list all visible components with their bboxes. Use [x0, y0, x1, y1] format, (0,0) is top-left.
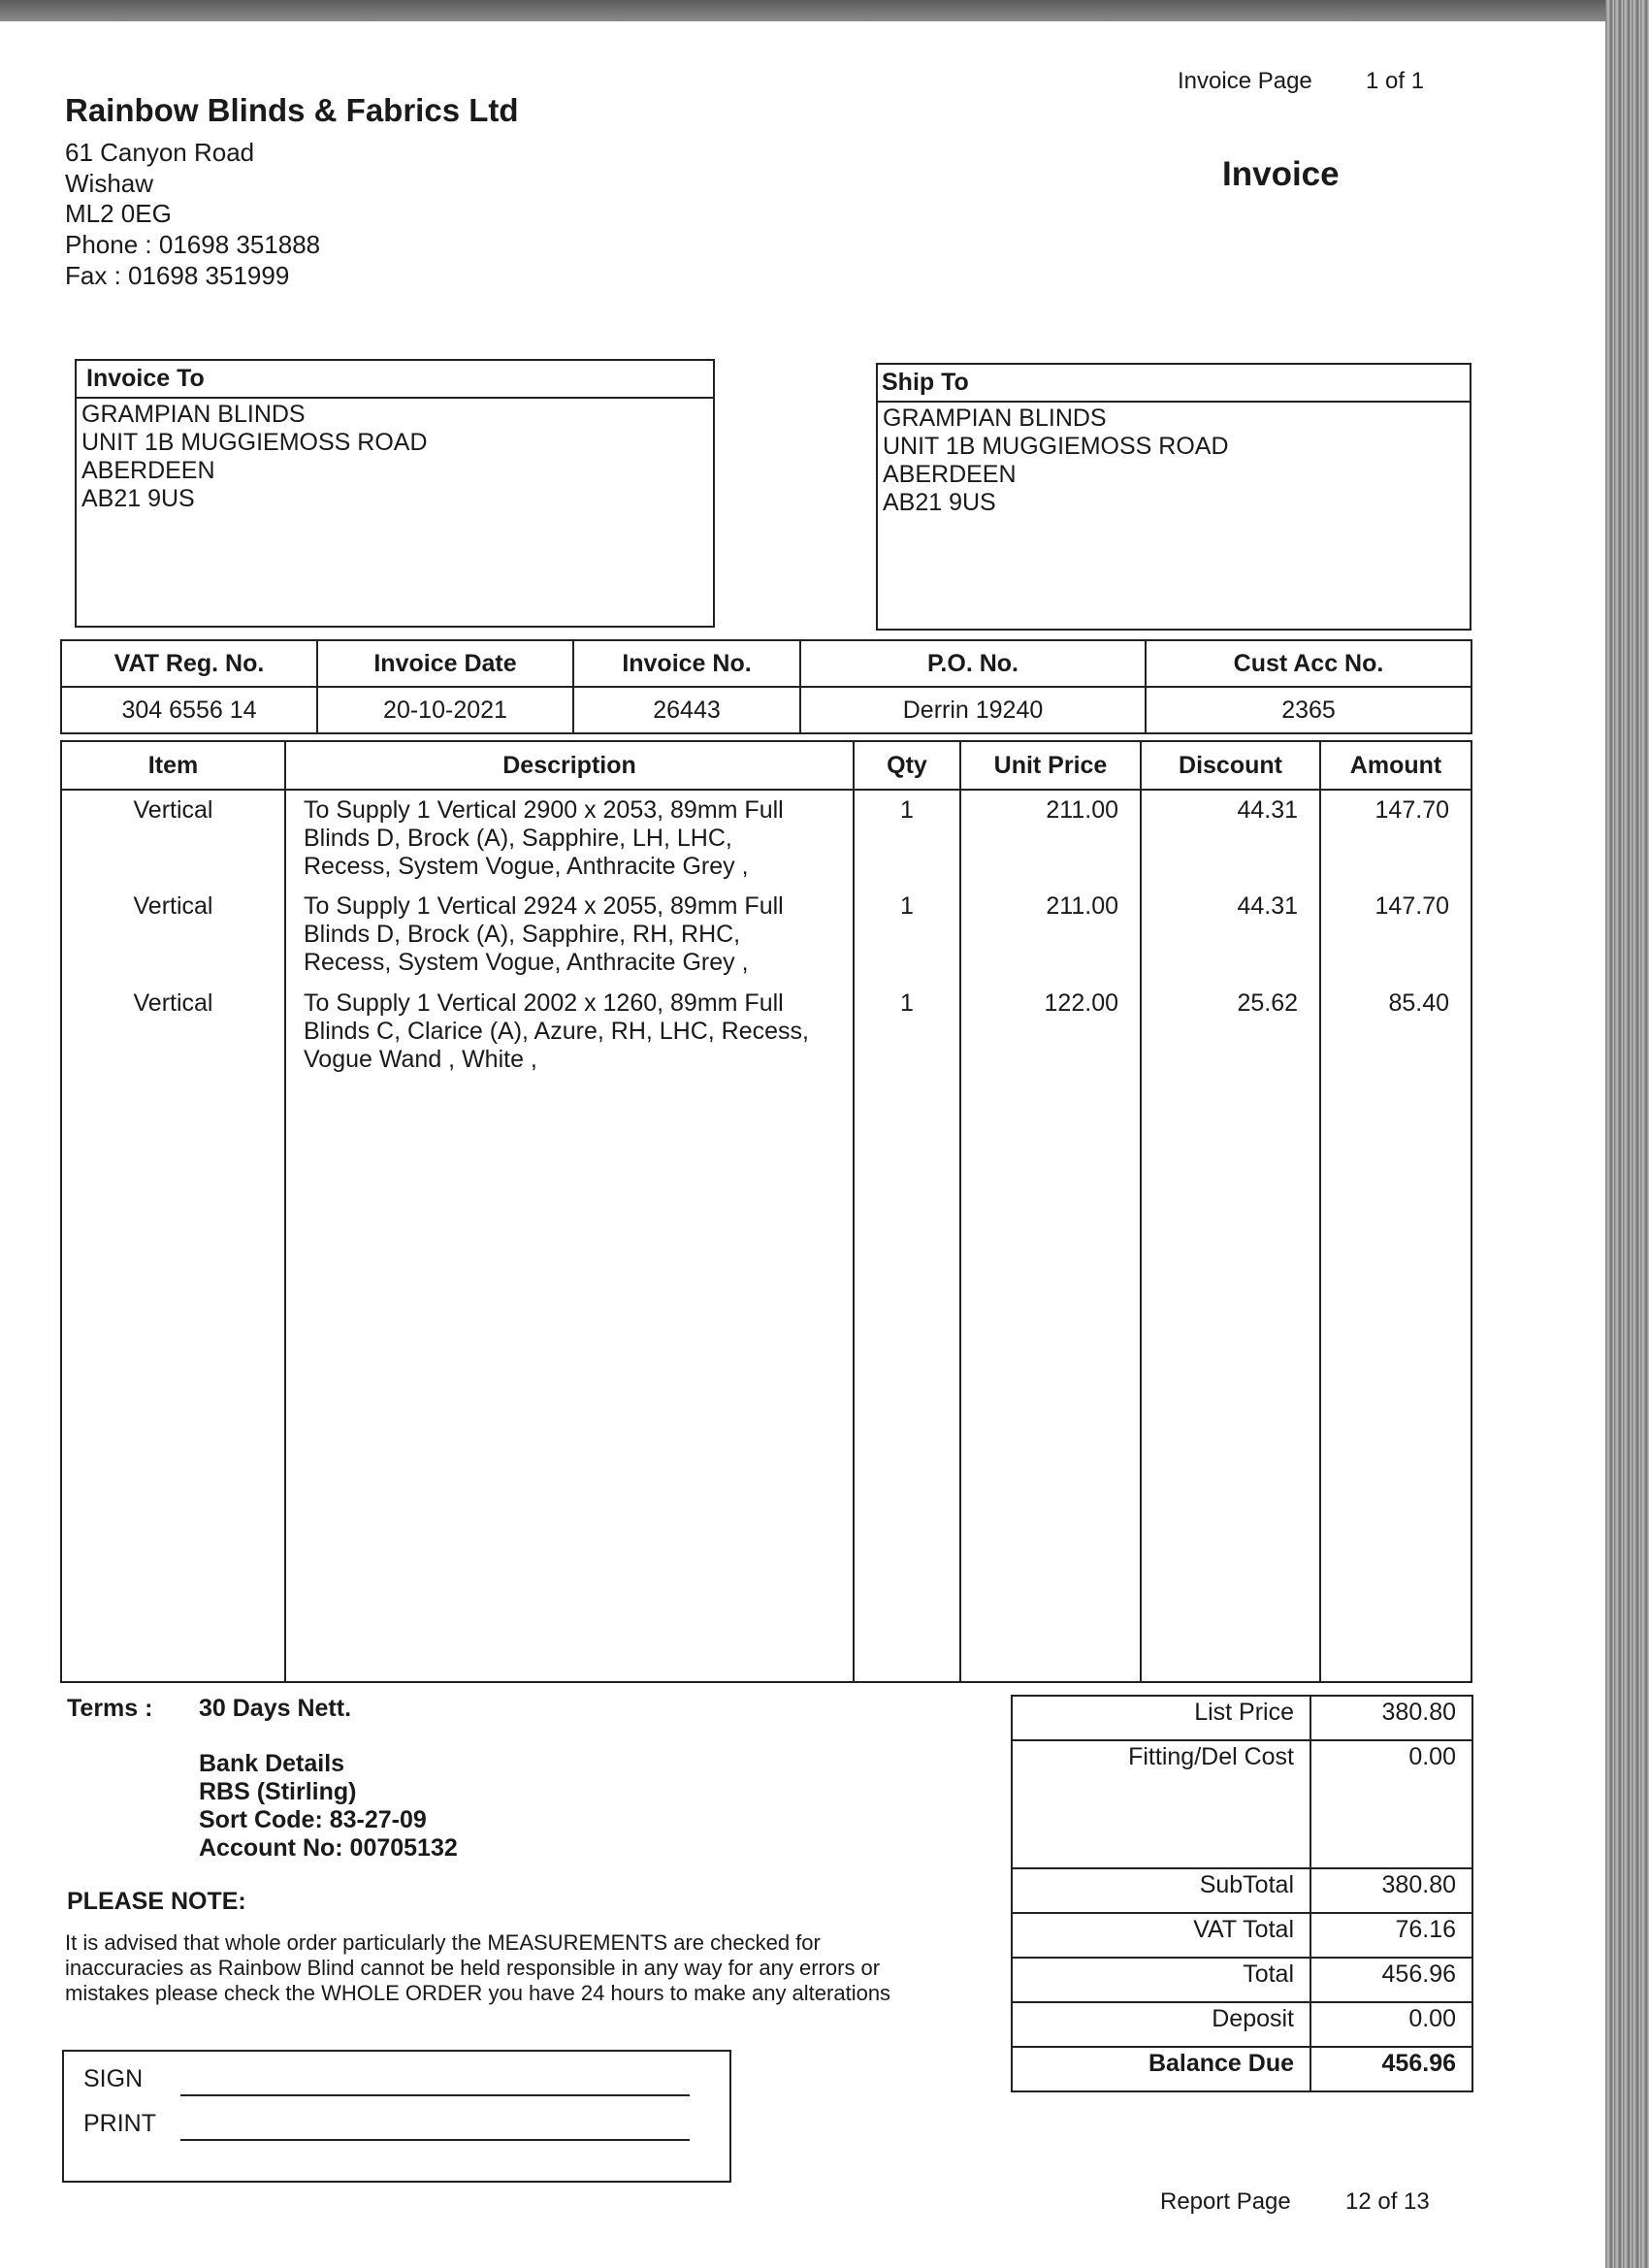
company-name: Rainbow Blinds & Fabrics Ltd: [65, 92, 519, 128]
description-line: Vogue Wand , White ,: [304, 1046, 537, 1073]
description-cell: [285, 984, 854, 1081]
print-line[interactable]: [180, 2139, 690, 2141]
ship-to-line: AB21 9US: [883, 489, 996, 516]
amount-cell: 85.40: [1320, 984, 1471, 1081]
unit-price-cell: 122.00: [960, 984, 1141, 1081]
invoice-to-line: GRAMPIAN BLINDS: [81, 401, 306, 428]
column-header: Discount: [1141, 741, 1320, 790]
list-price-label: List Price: [1012, 1696, 1310, 1740]
print-label: PRINT: [83, 2110, 156, 2137]
table-filler-row: [61, 1081, 1471, 1682]
balance-due-value: 456.96: [1310, 2047, 1472, 2091]
invoice-page-label: Invoice Page: [1178, 68, 1312, 94]
totals-row: [1012, 1868, 1472, 1913]
ship-to-line: ABERDEEN: [883, 461, 1017, 488]
total-label: Total: [1012, 1958, 1310, 2002]
line-items-table: [60, 740, 1472, 1683]
unit-price-cell: 211.00: [960, 790, 1141, 887]
sign-line[interactable]: [180, 2094, 690, 2096]
vat-total-label: VAT Total: [1012, 1913, 1310, 1958]
item-cell: Vertical: [61, 887, 285, 984]
invoice-to-box: [75, 359, 715, 628]
total-value: 456.96: [1310, 1958, 1472, 2002]
bank-line: Account No: 00705132: [199, 1834, 458, 1862]
amount-cell: 147.70: [1320, 790, 1471, 887]
signature-box: [62, 2050, 731, 2183]
subtotal-label: SubTotal: [1012, 1868, 1310, 1913]
totals-table: [1011, 1695, 1473, 2092]
qty-cell: 1: [854, 887, 960, 984]
ship-to-label: Ship To: [878, 365, 1470, 403]
report-page-value: 12 of 13: [1345, 2188, 1430, 2215]
po-no-value: Derrin 19240: [800, 687, 1146, 733]
terms-label: Terms :: [67, 1695, 153, 1722]
address-line: 61 Canyon Road: [65, 138, 255, 167]
description-line: To Supply 1 Vertical 2900 x 2053, 89mm Full: [304, 796, 784, 824]
description-line: Blinds D, Brock (A), Sapphire, LH, LHC,: [304, 825, 732, 852]
terms-value: 30 Days Nett.: [199, 1695, 352, 1722]
fitting-del-label: Fitting/Del Cost: [1012, 1740, 1310, 1868]
ship-to-line: UNIT 1B MUGGIEMOSS ROAD: [883, 433, 1229, 460]
bank-details: [199, 1750, 458, 1863]
description-line: To Supply 1 Vertical 2924 x 2055, 89mm Full: [304, 892, 784, 920]
balance-due-label: Balance Due: [1012, 2047, 1310, 2091]
note-line: inaccuracies as Rainbow Blind cannot be held responsible in any way for any errors or: [65, 1956, 881, 1980]
description-cell: [285, 790, 854, 887]
scan-edge-right: [1605, 0, 1649, 2268]
totals-row: [1012, 2002, 1472, 2047]
fitting-del-value: 0.00: [1310, 1740, 1472, 1868]
invoice-to-line: ABERDEEN: [81, 457, 215, 484]
invoice-no-value: 26443: [573, 687, 800, 733]
totals-row: [1012, 1740, 1472, 1868]
vat-reg-value: 304 6556 14: [61, 687, 317, 733]
totals-row: [1012, 1913, 1472, 1958]
discount-cell: 44.31: [1141, 790, 1320, 887]
description-line: Recess, System Vogue, Anthracite Grey ,: [304, 949, 749, 976]
meta-header: Invoice Date: [317, 640, 573, 687]
ship-to-line: GRAMPIAN BLINDS: [883, 405, 1107, 432]
please-note-title: PLEASE NOTE:: [67, 1888, 246, 1915]
item-cell: Vertical: [61, 790, 285, 887]
sign-label: SIGN: [83, 2065, 144, 2092]
address-line: Wishaw: [65, 169, 154, 198]
deposit-value: 0.00: [1310, 2002, 1472, 2047]
description-line: Blinds C, Clarice (A), Azure, RH, LHC, Recess,: [304, 1018, 809, 1045]
amount-cell: 147.70: [1320, 887, 1471, 984]
description-line: Blinds D, Brock (A), Sapphire, RH, RHC,: [304, 921, 741, 948]
phone-line: Phone : 01698 351888: [65, 230, 321, 259]
item-cell: Vertical: [61, 984, 285, 1081]
qty-cell: 1: [854, 984, 960, 1081]
ship-to-box: [876, 363, 1471, 631]
unit-price-cell: 211.00: [960, 887, 1141, 984]
description-line: Recess, System Vogue, Anthracite Grey ,: [304, 853, 749, 880]
scan-edge-top: [0, 0, 1649, 21]
meta-header: Invoice No.: [573, 640, 800, 687]
list-price-value: 380.80: [1310, 1696, 1472, 1740]
column-header: Qty: [854, 741, 960, 790]
bank-line: Sort Code: 83-27-09: [199, 1806, 427, 1833]
invoice-to-label: Invoice To: [77, 361, 713, 399]
column-header: Description: [285, 741, 854, 790]
meta-header: P.O. No.: [800, 640, 1146, 687]
invoice-to-line: AB21 9US: [81, 485, 195, 512]
totals-row: [1012, 2047, 1472, 2091]
totals-row: [1012, 1696, 1472, 1740]
qty-cell: 1: [854, 790, 960, 887]
bank-line: Bank Details: [199, 1750, 345, 1777]
column-header: Unit Price: [960, 741, 1141, 790]
discount-cell: 25.62: [1141, 984, 1320, 1081]
invoice-to-line: UNIT 1B MUGGIEMOSS ROAD: [81, 429, 428, 456]
invoice-date-value: 20-10-2021: [317, 687, 573, 733]
table-row: [61, 790, 1471, 887]
description-cell: [285, 887, 854, 984]
subtotal-value: 380.80: [1310, 1868, 1472, 1913]
address-line: ML2 0EG: [65, 199, 172, 228]
invoice-page-value: 1 of 1: [1366, 68, 1425, 94]
invoice-meta-table: [60, 639, 1472, 734]
table-row: [61, 984, 1471, 1081]
note-line: It is advised that whole order particularly the MEASUREMENTS are checked for: [65, 1930, 821, 1955]
totals-row: [1012, 1958, 1472, 2002]
please-note-text: [65, 1930, 967, 2006]
bank-line: RBS (Stirling): [199, 1778, 357, 1805]
description-line: To Supply 1 Vertical 2002 x 1260, 89mm Full: [304, 989, 784, 1017]
cust-acc-value: 2365: [1146, 687, 1471, 733]
report-page-label: Report Page: [1160, 2188, 1291, 2215]
fax-line: Fax : 01698 351999: [65, 261, 290, 290]
discount-cell: 44.31: [1141, 887, 1320, 984]
column-header: Item: [61, 741, 285, 790]
vat-total-value: 76.16: [1310, 1913, 1472, 1958]
table-row: [61, 887, 1471, 984]
column-header: Amount: [1320, 741, 1471, 790]
deposit-label: Deposit: [1012, 2002, 1310, 2047]
meta-header: VAT Reg. No.: [61, 640, 317, 687]
document-title: Invoice: [1222, 155, 1340, 193]
note-line: mistakes please check the WHOLE ORDER you have 24 hours to make any alterations: [65, 1981, 891, 2005]
meta-header: Cust Acc No.: [1146, 640, 1471, 687]
